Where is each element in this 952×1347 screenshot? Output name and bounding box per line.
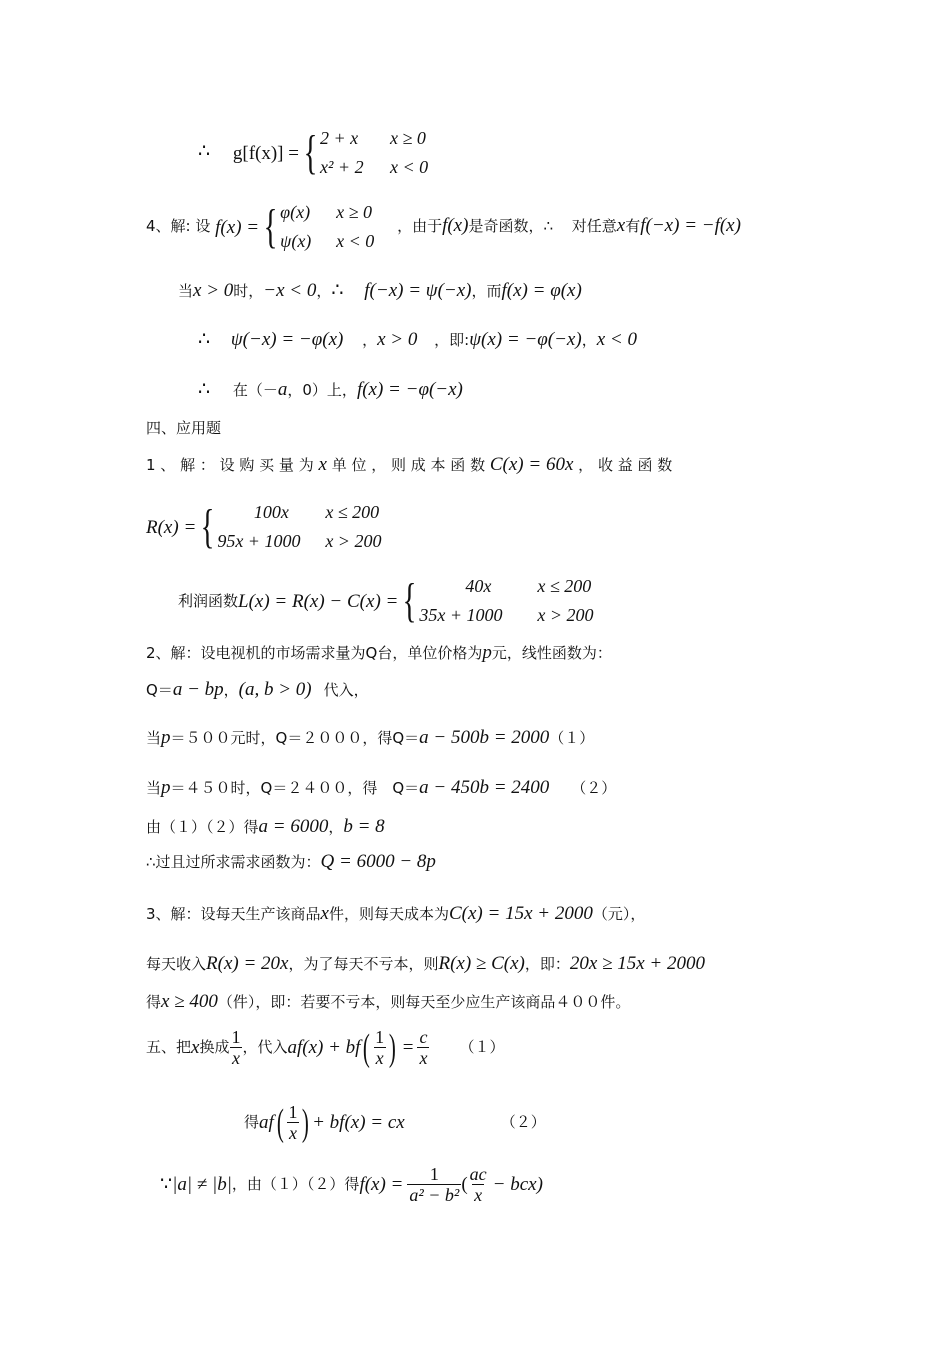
math-expr: b = 8 [343,816,385,837]
line-psi-relation: ∴ ψ(−x) = −φ(x) ，x > 0 ，即:ψ(x) = −φ(−x)，x < 0 [198,329,637,350]
case-cond: x < 0 [390,157,429,177]
math-expr: x < 0 [596,329,637,350]
line-final-result [160,1165,543,1204]
line-demand-function [146,852,436,871]
line-problem-4 [146,198,741,256]
math-var: p [161,777,171,798]
case-expr: 40x [465,576,492,596]
math-expr: R(x) = [146,516,197,538]
text: ，而 [471,282,502,300]
math-expr: |a| ≠ |b| [172,1174,232,1195]
text: 当 [178,282,194,300]
equation-tag: （１） [549,729,595,747]
equation-tag: （１） [459,1038,505,1056]
fraction [286,1103,299,1142]
text: ， [316,282,332,300]
piecewise-cases [419,572,593,630]
text: 是奇函数，∴ [468,217,553,235]
text: 2、解：设电视机的市场需求量为Q台，单位价格为 [146,644,483,662]
text: 五、把 [146,1038,192,1056]
line-production-result [146,992,630,1011]
case-expr: 2 + x [320,128,359,148]
left-brace: { [303,126,318,179]
case-cond: x < 0 [336,231,375,251]
math-expr: − bcx) [492,1174,543,1195]
left-brace: { [263,200,278,253]
case-cond: x ≤ 200 [325,502,380,522]
numerator: 1 [231,1027,241,1047]
case-expr: ψ(x) [280,231,312,251]
text: 当 [146,729,162,747]
text: 对任意 [571,217,617,235]
line-problem-2 [146,643,612,662]
text: （元）， [592,905,646,923]
open-paren: ( [461,1174,468,1195]
text: 3、解：设每天生产该商品 [146,905,321,923]
line-when-x-positive [178,281,582,300]
denominator: x [474,1185,483,1205]
math-var: x [616,215,626,236]
line-equation-1 [146,728,594,747]
line-linear-demand [146,680,369,699]
text: 件，则每天成本为 [328,905,449,923]
text: ，代入 [242,1038,288,1056]
text: 得 [244,1113,260,1131]
fraction [407,1165,461,1204]
text: 得 [146,993,162,1011]
math-expr: L(x) = R(x) − C(x) = [238,590,399,612]
text: ＝５００元时，Q＝２０００，得Q＝ [170,729,420,747]
case-cond: x ≤ 200 [537,576,592,596]
fraction [373,1028,386,1067]
math-expr: f(x) [442,215,469,236]
math-expr: f(−x) = ψ(−x) [364,280,472,301]
math-expr: a − 450b = 2400 [419,777,550,798]
numerator: 1 [375,1027,385,1047]
math-var: a [277,379,288,400]
case-expr: φ(x) [280,202,311,222]
line-profit-function [178,572,594,630]
text: ＝４５０时，Q＝２４００，得 Q＝ [170,779,420,797]
math-expr: ψ(x) = −φ(−x) [469,329,582,350]
text: ，由（１）（２）得 [231,1175,360,1193]
text: 时， [233,282,264,300]
g-of-f-lhs: g[f(x)] = [232,142,299,164]
denominator: x [375,1048,384,1068]
denominator: x [419,1048,428,1068]
text: ， 收 益 函 数 [578,456,673,474]
text: 元，线性函数为： [491,644,612,662]
math-expr: ψ(−x) = −φ(x) [230,329,344,350]
math-expr: f(x) = [359,1174,404,1195]
math-var: x [318,454,327,475]
piecewise-cases [217,498,381,556]
problem-4-prefix: 4、解: 设 [146,217,211,235]
text: 由（１）（２）得 [146,818,259,836]
line-problem-1 [146,455,672,474]
case-cond: x ≥ 0 [390,128,426,148]
text: 当 [146,779,162,797]
math-expr: f(x) = φ(x) [501,280,582,301]
math-expr: af [259,1112,274,1133]
numerator: ac [469,1164,487,1184]
math-expr: Q = 6000 − 8p [320,851,436,872]
fraction [468,1165,489,1204]
left-brace: { [200,500,215,553]
equals-sign: = [402,1037,414,1058]
math-expr: R(x) = 20x [206,953,289,974]
math-expr: a − 500b = 2000 [419,727,550,748]
case-expr: 100x [253,502,289,522]
numerator: c [419,1027,428,1047]
line-revenue-function [146,498,381,556]
f-of-x-lhs: f(x) = [215,216,260,238]
math-expr: af(x) + bf [287,1037,361,1058]
case-expr: x² + 2 [320,157,364,177]
math-var: x [320,903,329,924]
text: ∴过且过所求需求函数为： [146,853,321,871]
math-expr: a − bp [172,679,224,700]
line-equation-2 [146,778,616,797]
math-expr: x ≥ 400 [161,991,218,1012]
line-section-5: 五、把 x 换成 $\frac{1}{x}$ ，代入 af(x) + bf ( $\frac{1}{x}$ ) = $\frac{c}{x}$ （１） [146,1026,505,1069]
equation-tag: （２） [500,1113,546,1131]
line-section-5-eq2: 得 af ( $\frac{1}{x}$ ) + bf(x) = cx （２） [244,1101,546,1144]
math-expr: (a, b > 0) [238,679,312,700]
text: ， [328,818,344,836]
line-g-of-f [198,124,428,182]
text: ，为了每天不亏本，则 [288,955,439,973]
math-expr: f(−x) = −f(x) [640,215,741,236]
piecewise-cases [280,198,374,256]
therefore-symbol: ∴ [198,141,211,162]
text: ， [223,681,239,699]
math-expr: x > 0 [193,280,234,301]
case-expr: 35x + 1000 [419,605,503,625]
line-problem-3 [146,904,645,923]
math-expr: a = 6000 [258,816,329,837]
text: 单 位 ， 则 成 本 函 数 [331,456,486,474]
therefore-symbol: ∴ [331,280,344,301]
fraction [229,1028,242,1067]
text: Q＝ [146,681,173,699]
math-expr: f(x) = −φ(−x) [356,379,463,400]
case-cond: x > 200 [537,605,594,625]
piecewise-cases [320,124,428,182]
math-expr: C(x) = 15x + 2000 [449,903,593,924]
math-expr: + bf(x) = cx [312,1112,405,1133]
text: （件），即：若要不亏本，则每天至少应生产该商品４００件。 [217,993,631,1011]
text: 代入， [323,681,369,699]
case-cond: x > 200 [325,531,382,551]
line-solution-ab [146,817,385,836]
text: 有 [625,217,641,235]
fraction [417,1028,429,1067]
math-expr: x > 0 [377,329,418,350]
math-expr: −x < 0 [263,280,317,301]
therefore-symbol: ∴ [198,379,211,400]
denominator: x [231,1048,240,1068]
math-var: p [482,642,492,663]
case-expr: 95x + 1000 [217,531,301,551]
line-on-interval [198,380,463,399]
line-daily-revenue [146,954,705,973]
case-cond: x ≥ 0 [336,202,373,222]
text: 在（－ [232,381,278,399]
text: ，即： [524,955,570,973]
left-brace: { [402,574,417,627]
denominator: x [288,1123,297,1143]
equation-tag: （２） [571,779,617,797]
denominator: a² − b² [409,1185,460,1205]
because-symbol: ∵ [160,1174,173,1195]
text: 1 、 解 ： 设 购 买 量 为 [146,456,314,474]
math-expr: 20x ≥ 15x + 2000 [569,953,706,974]
text: ，即: [434,331,470,349]
math-var: x [191,1037,200,1058]
math-expr: R(x) ≥ C(x) [438,953,525,974]
numerator: 1 [288,1102,298,1122]
therefore-symbol: ∴ [198,329,211,350]
text: 换成 [199,1038,230,1056]
math-expr: C(x) = 60x [489,454,574,475]
math-var: p [161,727,171,748]
text: ，0）上， [287,381,357,399]
text: 利润函数 [178,591,239,610]
text: ，由于 [397,217,443,235]
text: 每天收入 [146,955,207,973]
section-4-title: 四、应用题 [146,419,222,437]
numerator: 1 [429,1164,439,1184]
